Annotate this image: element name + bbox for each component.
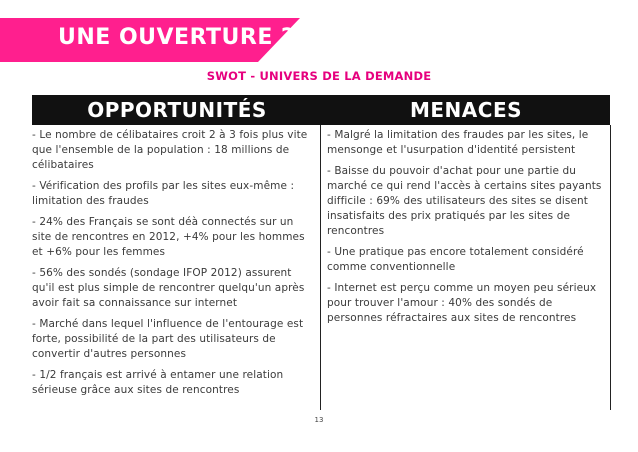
- list-item: - 56% des sondés (sondage IFOP 2012) assurent qu'il est plus simple de rencontrer quelqu'un après avoir fait sa connaissance sur internet: [32, 267, 305, 309]
- opportunites-column: [32, 125, 321, 410]
- list-item: - Marché dans lequel l'influence de l'entourage est forte, possibilité de la part des utilisateurs de convertir d'autres personnes: [32, 318, 304, 360]
- list-item: - Baisse du pouvoir d'achat pour une partie du marché ce qui rend l'accès à certains sites payants difficile : 69% des utilisateurs des sites se disent insatisfaits des prix pratiqués par les sites de rencontres: [327, 165, 602, 237]
- opportunites-heading: OPPORTUNITÉS: [87, 98, 267, 122]
- list-item: - Une pratique pas encore totalement considéré comme conventionnelle: [327, 246, 584, 273]
- page-number: 13: [314, 416, 324, 424]
- list-item: - 24% des Français se sont déà connectés sur un site de rencontres en 2012, +4% pour les hommes et +6% pour les femmes: [32, 216, 305, 258]
- list-item: - Malgré la limitation des fraudes par les sites, le mensonge et l'usurpation d'identité persistent: [327, 129, 589, 156]
- list-item: - Internet est perçu comme un moyen peu sérieux pour trouver l'amour : 40% des sondés de personnes réfractaires aux sites de rencontres: [327, 282, 597, 324]
- list-item: - 1/2 français est arrivé à entamer une relation sérieuse grâce aux sites de rencontres: [32, 369, 284, 396]
- page-title: UNE OUVERTURE ?: [58, 25, 295, 50]
- section-subtitle: [0, 69, 638, 83]
- table-header: [32, 95, 610, 125]
- list-item: - Vérification des profils par les sites eux-même : limitation des fraudes: [32, 180, 295, 207]
- subtitle-text: SWOT - UNIVERS DE LA DEMANDE: [206, 69, 432, 83]
- list-item: - Le nombre de célibataires croit 2 à 3 fois plus vite que l'ensemble de la population : 18 millions de célibataires: [32, 129, 308, 171]
- menaces-column: [321, 125, 611, 410]
- menaces-heading: MENACES: [409, 98, 523, 122]
